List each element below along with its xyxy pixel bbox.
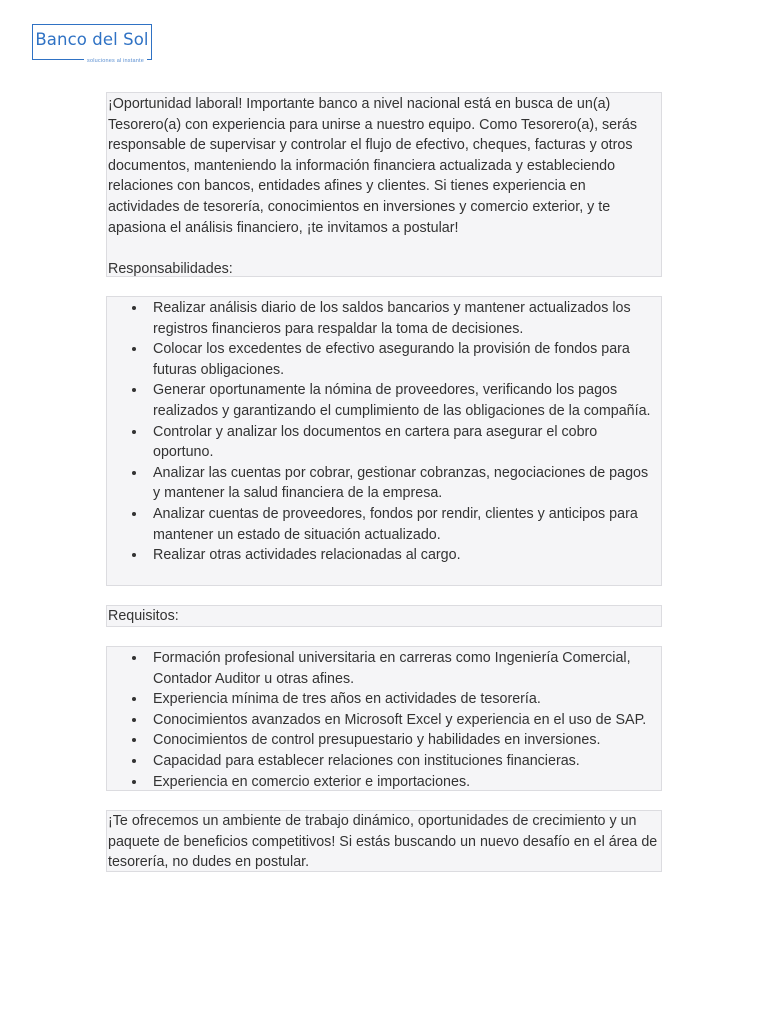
intro-paragraph: ¡Oportunidad laboral! Importante banco a nivel nacional está en busca de un(a) Tesorero(a) con experiencia para unirse a nuestro equipo. Como Tesorero(a), serás responsable de supervisar y controlar el flujo de efectivo, cheques, facturas y otros documentos, manteniendo la información financiera actualizada y estableciendo relaciones con bancos, entidades afines y clientes. Si tienes experiencia en actividades de tesorería, conocimientos en inversiones y comercio exterior, y te apasiona el análisis financiero, ¡te invitamos a postular! bbox=[108, 96, 637, 236]
list-item: Generar oportunamente la nómina de proveedores, verificando los pagos realizados y garantizando el cumplimiento de las obligaciones de la compañía. bbox=[153, 380, 659, 421]
requirements-list bbox=[107, 648, 659, 792]
responsibilities-list-box bbox=[106, 296, 662, 586]
list-item: Conocimientos de control presupuestario y habilidades en inversiones. bbox=[153, 730, 659, 751]
closing-section bbox=[106, 810, 662, 872]
paragraph-spacer bbox=[108, 238, 659, 259]
list-item: Controlar y analizar los documentos en cartera para asegurar el cobro oportuno. bbox=[153, 422, 659, 463]
list-item: Conocimientos avanzados en Microsoft Excel y experiencia en el uso de SAP. bbox=[153, 710, 659, 731]
logo-tagline: soluciones al instante bbox=[84, 58, 147, 64]
intro-section bbox=[106, 92, 662, 277]
requirements-heading: Requisitos: bbox=[106, 605, 662, 627]
list-item: Experiencia en comercio exterior e importaciones. bbox=[153, 772, 659, 793]
closing-paragraph: ¡Te ofrecemos un ambiente de trabajo dinámico, oportunidades de crecimiento y un paquete de beneficios competitivos! Si estás buscando un nuevo desafío en el área de tesorería, no dudes en postular. bbox=[108, 813, 658, 871]
logo-name: Banco del Sol bbox=[35, 30, 149, 49]
list-item: Experiencia mínima de tres años en actividades de tesorería. bbox=[153, 689, 659, 710]
list-item: Colocar los excedentes de efectivo asegurando la provisión de fondos para futuras obligaciones. bbox=[153, 339, 659, 380]
responsibilities-heading: Responsabilidades: bbox=[108, 260, 233, 277]
list-item: Realizar otras actividades relacionadas al cargo. bbox=[153, 545, 659, 566]
list-item: Analizar las cuentas por cobrar, gestionar cobranzas, negociaciones de pagos y mantener la salud financiera de la empresa. bbox=[153, 463, 659, 504]
list-item: Analizar cuentas de proveedores, fondos por rendir, clientes y anticipos para mantener un estado de situación actualizado. bbox=[153, 504, 659, 545]
bank-logo bbox=[32, 24, 152, 64]
list-item: Realizar análisis diario de los saldos bancarios y mantener actualizados los registros financieros para respaldar la toma de decisiones. bbox=[153, 298, 659, 339]
requirements-list-box bbox=[106, 646, 662, 791]
list-item: Capacidad para establecer relaciones con instituciones financieras. bbox=[153, 751, 659, 772]
list-item: Formación profesional universitaria en carreras como Ingeniería Comercial, Contador Auditor u otras afines. bbox=[153, 648, 659, 689]
responsibilities-list bbox=[107, 298, 659, 566]
